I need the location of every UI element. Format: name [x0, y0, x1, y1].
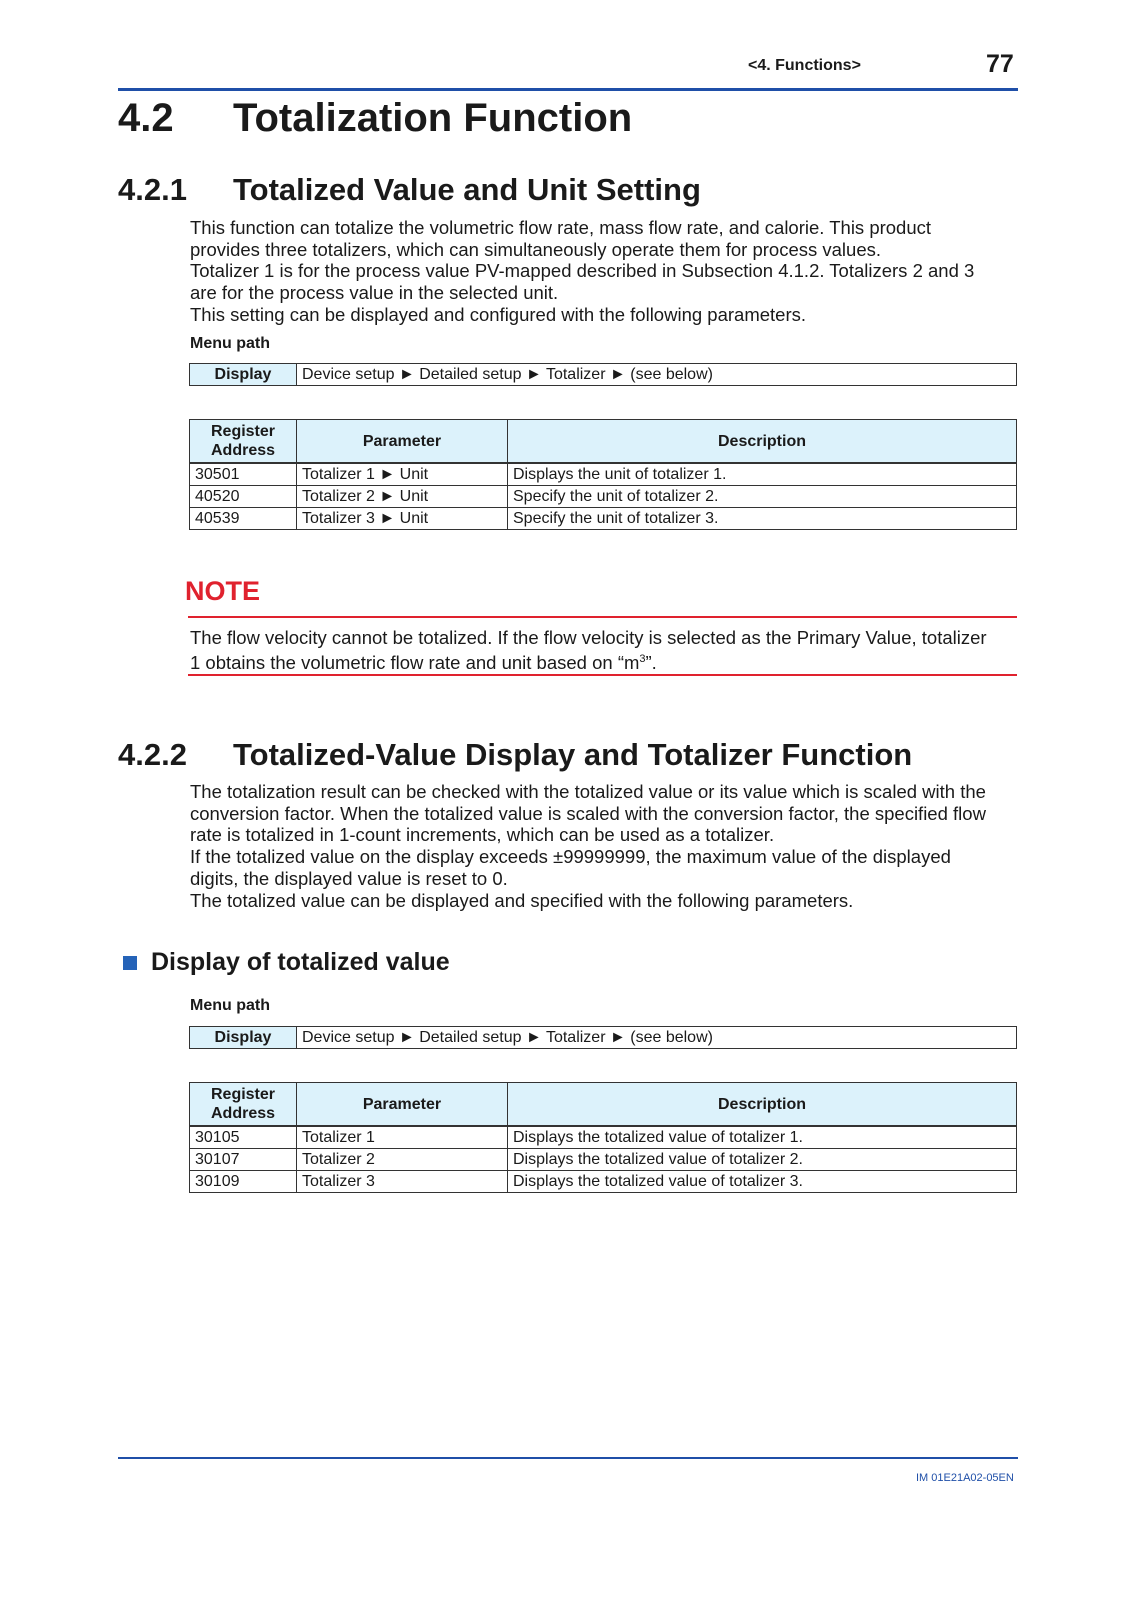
subheading: Display of totalized value	[151, 948, 450, 976]
note-body	[190, 627, 1020, 674]
note-text: ”.	[645, 651, 657, 673]
description-cell: Displays the totalized value of totalizer 2.	[508, 1149, 1017, 1171]
subsection-title: Totalized-Value Display and Totalizer Function	[233, 737, 913, 772]
description-cell: Specify the unit of totalizer 2.	[508, 486, 1017, 508]
register-address-cell: 30501	[190, 463, 297, 486]
note-bottom-rule	[188, 674, 1017, 676]
paragraph-line: provides three totalizers, which can simultaneously operate them for process values.	[190, 238, 882, 260]
register-address-cell: 40520	[190, 486, 297, 508]
header-text: Register Address	[210, 423, 276, 459]
paragraph-line: conversion factor. When the totalized value is scaled with the conversion factor, the specified flow	[190, 802, 986, 824]
page-number: 77	[986, 50, 1014, 78]
column-header: Description	[508, 420, 1017, 464]
paragraph-line: If the totalized value on the display exceeds ±99999999, the maximum value of the displayed	[190, 846, 951, 868]
description-cell: Displays the totalized value of totalizer 3.	[508, 1171, 1017, 1193]
table-row	[190, 486, 1017, 508]
register-table	[189, 1082, 1017, 1193]
menu-path-table	[189, 363, 1017, 386]
register-address-cell: 40539	[190, 508, 297, 530]
square-bullet-icon	[123, 956, 137, 970]
register-address-cell: 30105	[190, 1126, 297, 1149]
parameter-cell: Totalizer 2	[297, 1149, 508, 1171]
subsection-paragraph	[190, 781, 1020, 911]
paragraph-line: Totalizer 1 is for the process value PV-mapped described in Subsection 4.1.2. Totalizers 2 and 3	[190, 260, 975, 282]
subsection-number: 4.2.2	[118, 737, 187, 772]
paragraph-line: This function can totalize the volumetric flow rate, mass flow rate, and calorie. This product	[190, 217, 932, 238]
table-row	[190, 1171, 1017, 1193]
paragraph-line: The totalized value can be displayed and specified with the following parameters.	[190, 889, 854, 911]
note-line: The flow velocity cannot be totalized. If the flow velocity is selected as the Primary Value, totalizer	[190, 627, 987, 648]
register-address-cell: 30107	[190, 1149, 297, 1171]
column-header: Parameter	[297, 1083, 508, 1127]
paragraph-line: digits, the displayed value is reset to 0.	[190, 867, 508, 889]
register-table	[189, 419, 1017, 530]
menu-path-label: Menu path	[190, 997, 270, 1014]
description-cell: Displays the unit of totalizer 1.	[508, 463, 1017, 486]
table-row	[190, 1126, 1017, 1149]
menu-path-key: Display	[190, 1027, 297, 1049]
parameter-cell: Totalizer 3 ► Unit	[297, 508, 508, 530]
column-header: Description	[508, 1083, 1017, 1127]
note-title: NOTE	[185, 576, 261, 606]
description-cell: Specify the unit of totalizer 3.	[508, 508, 1017, 530]
register-address-cell: 30109	[190, 1171, 297, 1193]
document-id: IM 01E21A02-05EN	[916, 1472, 1014, 1484]
note-text: 1 obtains the volumetric flow rate and unit based on “m	[190, 651, 640, 673]
menu-path-value: Device setup ► Detailed setup ► Totalizer ► (see below)	[297, 1027, 1017, 1049]
description-cell: Displays the totalized value of totalizer 1.	[508, 1126, 1017, 1149]
paragraph-line: rate is totalized in 1-count increments, which can be used as a totalizer.	[190, 824, 775, 846]
table-header-row	[190, 420, 1017, 464]
menu-path-key: Display	[190, 364, 297, 386]
parameter-cell: Totalizer 1	[297, 1126, 508, 1149]
table-row	[190, 508, 1017, 530]
menu-path-label: Menu path	[190, 335, 270, 352]
running-header-section: <4. Functions>	[748, 57, 861, 74]
section-number: 4.2	[118, 96, 174, 140]
subsection-paragraph	[190, 217, 1020, 326]
section-title: Totalization Function	[233, 96, 633, 140]
superscript: 3	[639, 652, 646, 665]
column-header: Parameter	[297, 420, 508, 464]
subsection-title: Totalized Value and Unit Setting	[233, 172, 701, 207]
menu-path-table	[189, 1026, 1017, 1049]
subsection-number: 4.2.1	[118, 172, 187, 207]
column-header	[190, 420, 297, 464]
paragraph-line: are for the process value in the selected unit.	[190, 282, 559, 304]
table-row	[190, 463, 1017, 486]
menu-path-row	[190, 364, 1017, 386]
column-header: Register Address	[190, 1083, 297, 1127]
menu-path-value: Device setup ► Detailed setup ► Totalizer ► (see below)	[297, 364, 1017, 386]
menu-path-row	[190, 1027, 1017, 1049]
paragraph-line: This setting can be displayed and configured with the following parameters.	[190, 303, 806, 325]
header-divider	[118, 88, 1018, 91]
parameter-cell: Totalizer 3	[297, 1171, 508, 1193]
footer-divider	[118, 1457, 1018, 1459]
parameter-cell: Totalizer 1 ► Unit	[297, 463, 508, 486]
table-header-row	[190, 1083, 1017, 1127]
note-top-rule	[188, 616, 1017, 618]
parameter-cell: Totalizer 2 ► Unit	[297, 486, 508, 508]
note-line	[190, 649, 1020, 674]
paragraph-line: The totalization result can be checked with the totalized value or its value which is scaled with the	[190, 781, 986, 802]
table-row	[190, 1149, 1017, 1171]
